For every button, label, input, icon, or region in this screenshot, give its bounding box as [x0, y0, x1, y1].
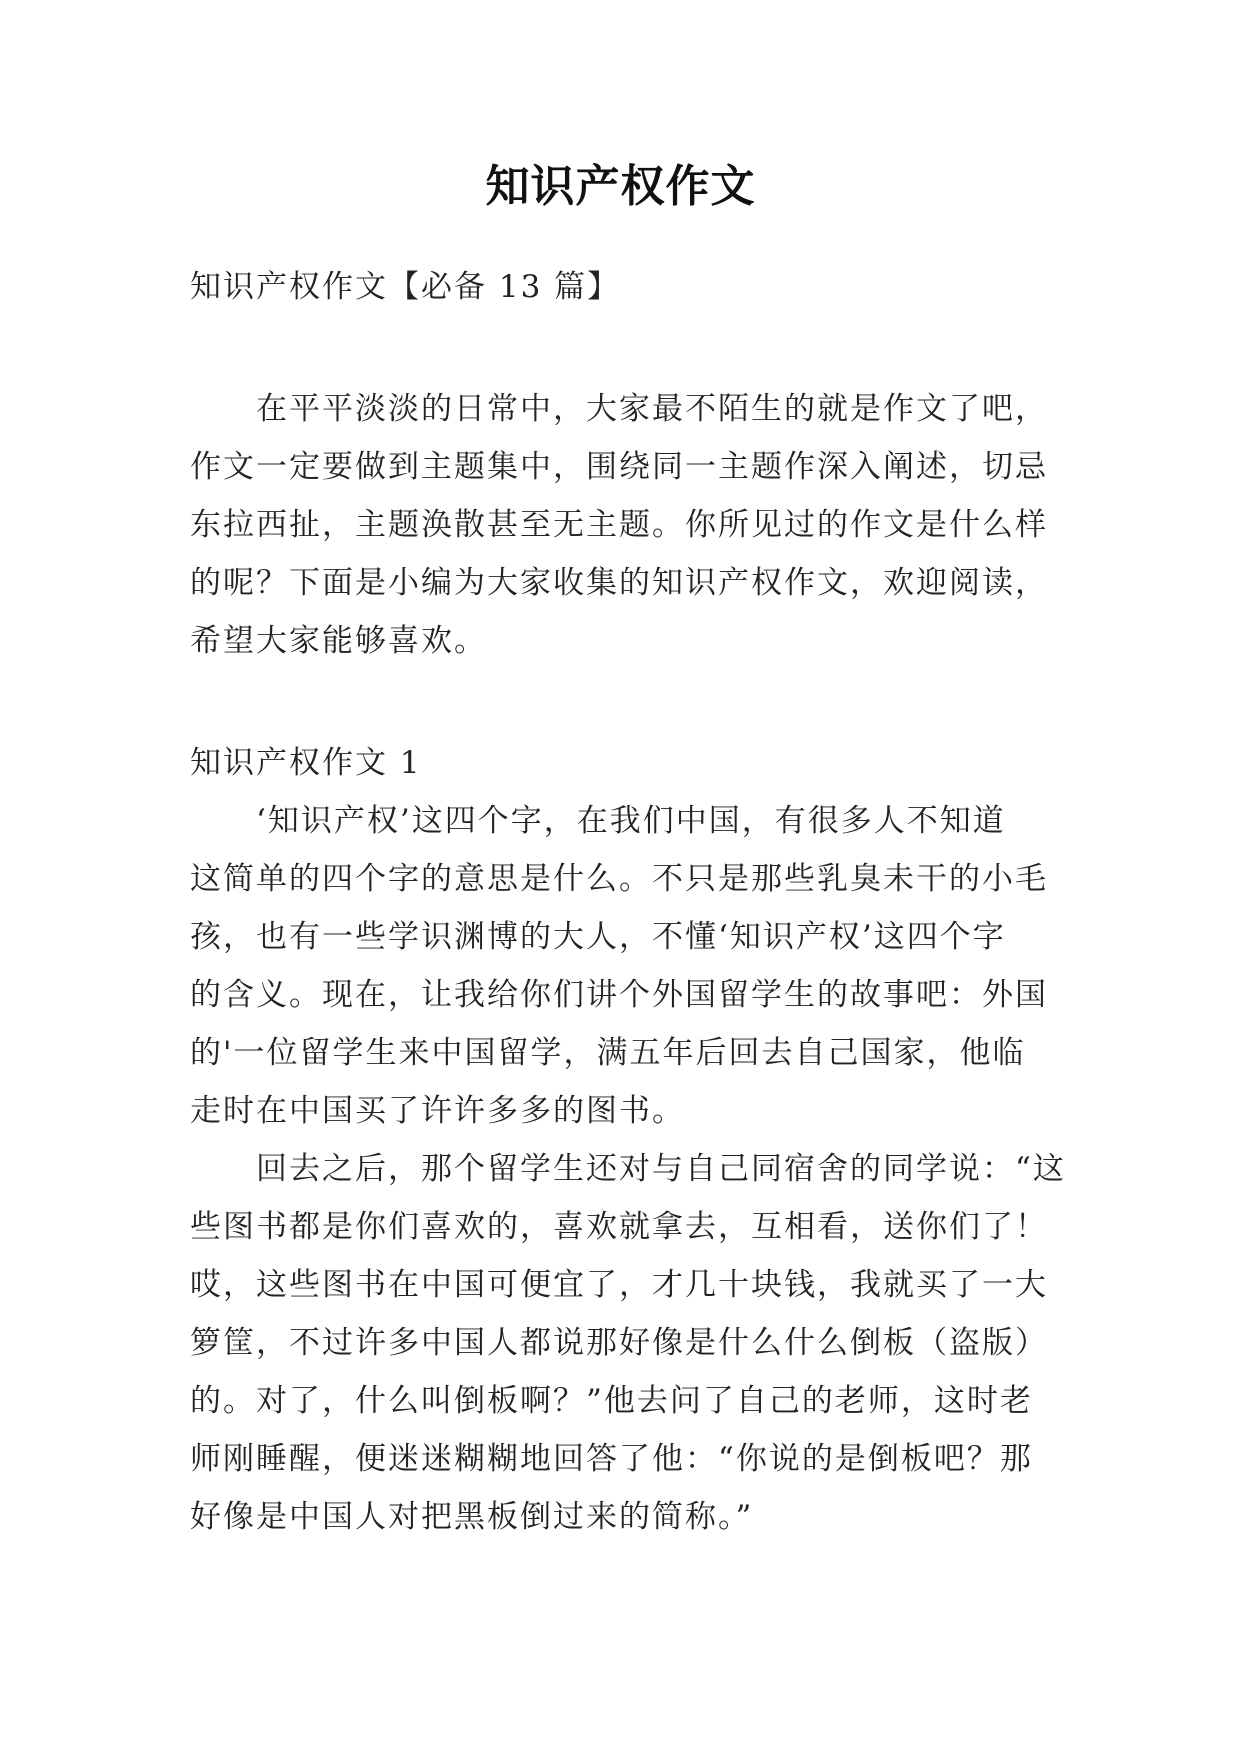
- intro-paragraph: [190, 380, 1050, 670]
- body-paragraph: [190, 792, 1050, 1140]
- intro-line: 东拉西扯，主题涣散甚至无主题。你所见过的作文是什么样: [190, 507, 1048, 543]
- paragraph-line: 的含义。现在，让我给你们讲个外国留学生的故事吧：外国: [190, 977, 1048, 1013]
- paragraph-line: 这简单的四个字的意思是什么。不只是那些乳臭未干的小毛: [190, 861, 1048, 897]
- paragraph-line: 的'一位留学生来中国留学，满五年后回去自己国家，他临: [190, 1035, 1026, 1071]
- paragraph-line: 些图书都是你们喜欢的，喜欢就拿去，互相看，送你们了！: [190, 1209, 1048, 1245]
- section-heading: 知识产权作文 1: [190, 745, 422, 781]
- intro-line: 的呢？下面是小编为大家收集的知识产权作文，欢迎阅读，: [190, 565, 1048, 601]
- paragraph-line: 的。对了，什么叫倒板啊？”他去问了自己的老师，这时老: [190, 1383, 1033, 1419]
- spacer: [190, 670, 1050, 734]
- paragraph-line: 师刚睡醒，便迷迷糊糊地回答了他：“你说的是倒板吧？那: [190, 1441, 1033, 1477]
- intro-line: 希望大家能够喜欢。: [190, 623, 487, 659]
- paragraph-line: 好像是中国人对把黑板倒过来的简称。”: [190, 1499, 754, 1535]
- paragraph-line: 回去之后，那个留学生还对与自己同宿舍的同学说：“这: [256, 1151, 1066, 1187]
- document-body: [190, 258, 1066, 1546]
- page-title: 知识产权作文: [485, 161, 756, 212]
- paragraph-line: 箩筐，不过许多中国人都说那好像是什么什么倒板（盗版）: [190, 1325, 1048, 1361]
- intro-line: 在平平淡淡的日常中，大家最不陌生的就是作文了吧，: [256, 391, 1048, 427]
- intro-line: 作文一定要做到主题集中，围绕同一主题作深入阐述，切忌: [190, 449, 1048, 485]
- body-paragraph: [190, 1140, 1066, 1546]
- paragraph-line: 走时在中国买了许许多多的图书。: [190, 1093, 685, 1129]
- paragraph-line: 孩，也有一些学识渊博的大人，不懂‘知识产权’这四个字: [190, 919, 1006, 955]
- paragraph-line: 哎，这些图书在中国可便宜了，才几十块钱，我就买了一大: [190, 1267, 1048, 1303]
- spacer: [190, 316, 1050, 380]
- document-subtitle: 知识产权作文【必备 13 篇】: [190, 269, 621, 305]
- paragraph-line: ‘知识产权’这四个字，在我们中国，有很多人不知道: [256, 803, 1006, 839]
